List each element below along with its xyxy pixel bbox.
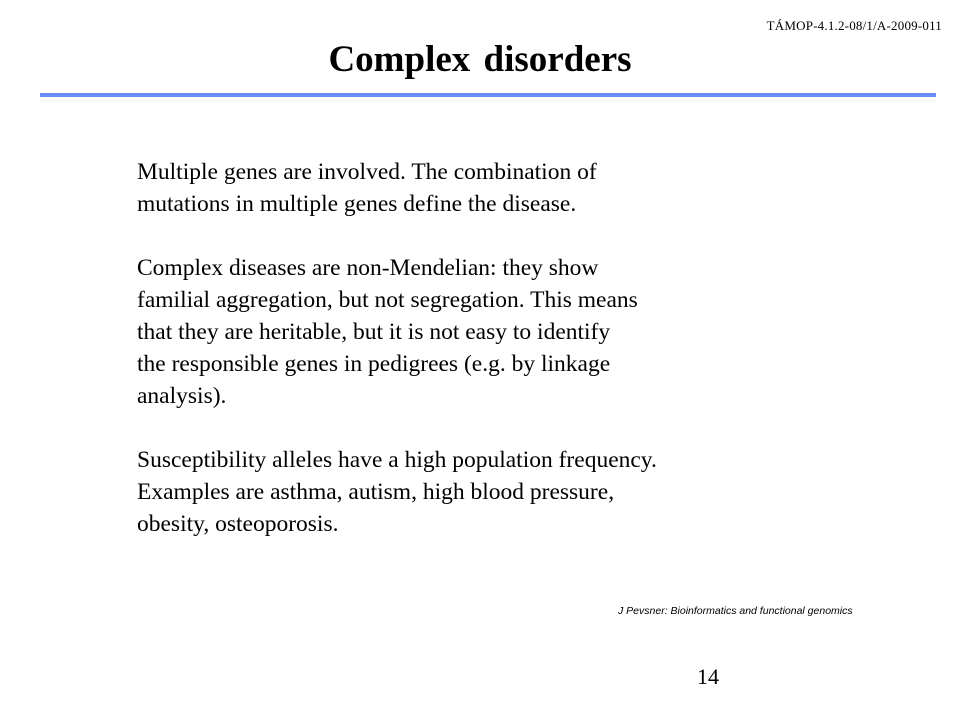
text-line: Examples are asthma, autism, high blood pressure, bbox=[137, 479, 615, 505]
text-line: obesity, osteoporosis. bbox=[137, 511, 339, 537]
text-line: mutations in multiple genes define the disease. bbox=[137, 191, 577, 217]
title-underline-rule bbox=[40, 93, 936, 97]
text-line: the responsible genes in pedigrees (e.g. by linkage bbox=[137, 351, 611, 377]
text-line: familial aggregation, but not segregation. This means bbox=[137, 287, 638, 313]
text-line: analysis). bbox=[137, 383, 227, 409]
text-line: Complex diseases are non-Mendelian: they show bbox=[137, 255, 599, 281]
project-code: TÁMOP-4.1.2-08/1/A-2009-011 bbox=[766, 18, 942, 33]
source-citation: J Pevsner: Bioinformatics and functional genomics bbox=[618, 605, 853, 617]
paragraph-multiple-genes bbox=[137, 156, 797, 220]
paragraph-susceptibility-alleles bbox=[137, 444, 797, 540]
slide-title: Complex disorders bbox=[328, 39, 632, 80]
body-text bbox=[137, 156, 797, 540]
text-line: Multiple genes are involved. The combination of bbox=[137, 159, 597, 185]
page-number: 14 bbox=[697, 664, 719, 689]
paragraph-non-mendelian bbox=[137, 252, 797, 412]
text-line: that they are heritable, but it is not easy to identify bbox=[137, 319, 611, 345]
text-line: Susceptibility alleles have a high population frequency. bbox=[137, 447, 657, 473]
